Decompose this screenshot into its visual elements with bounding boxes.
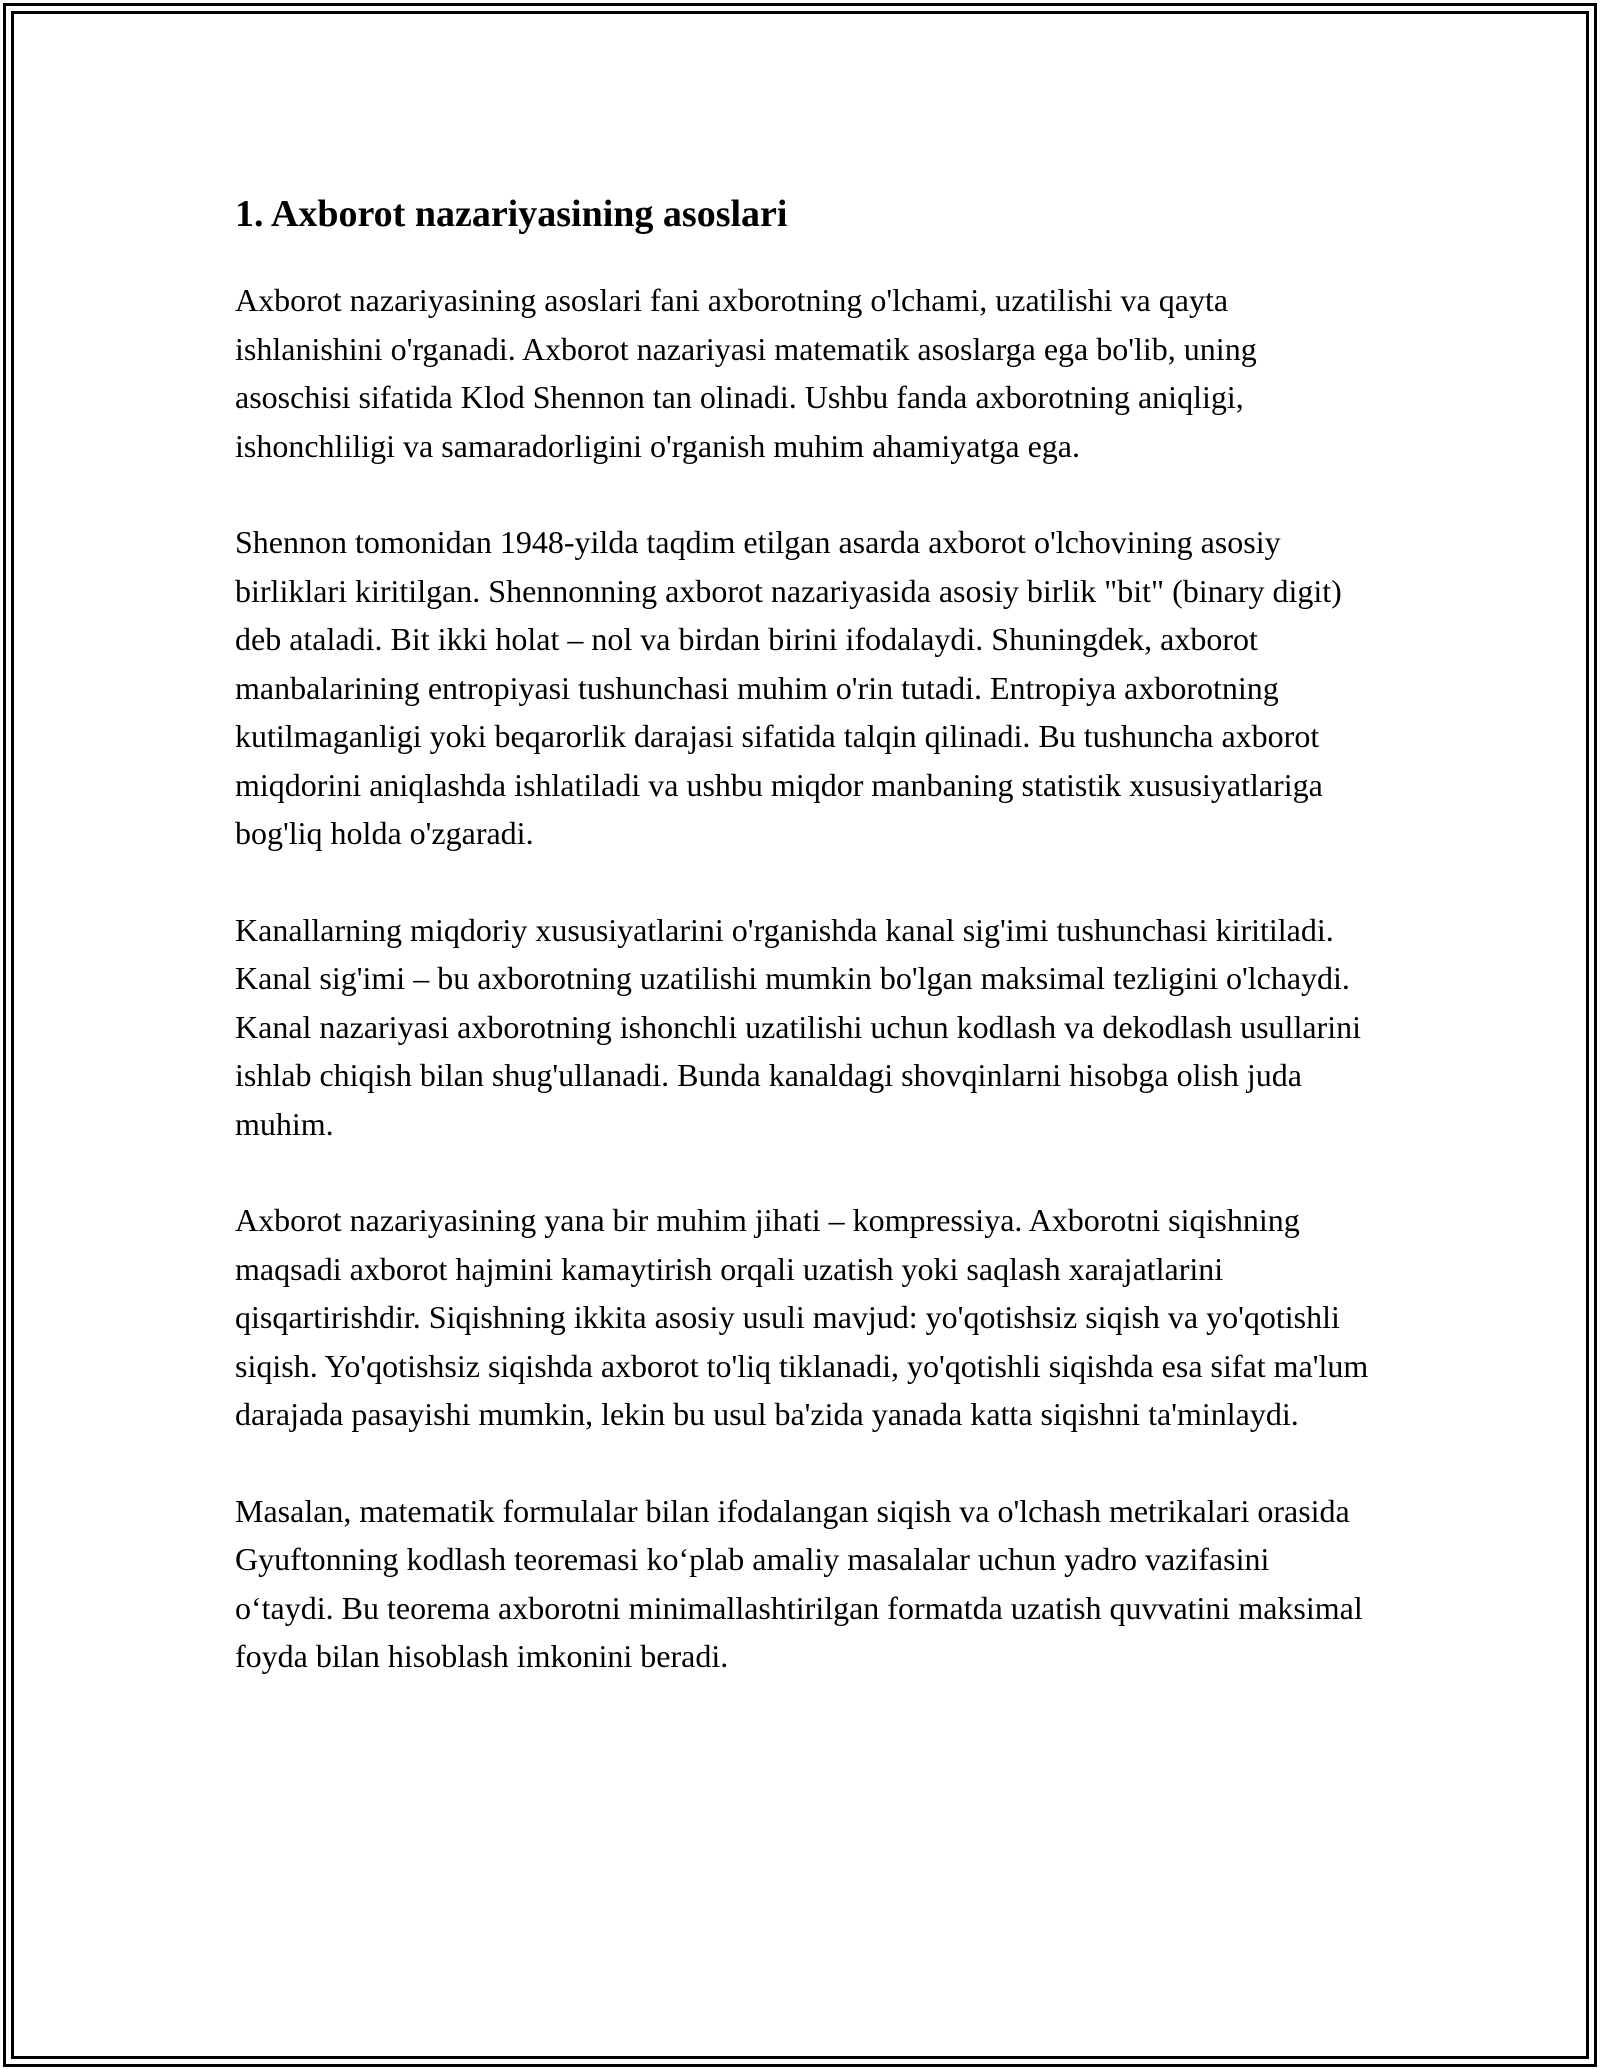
paragraph-4: Axborot nazariyasining yana bir muhim jihati – kompressiya. Axborotni siqishning maqsadi axborot hajmini kamaytirish orqali uzatish yoki saqlash xarajatlarini qisqartirishdir. Siqishning ikkita asosiy usuli mavjud: yo'qotishsiz siqish va yo'qotishli siqish. Yo'qotishsiz siqishda axborot to'liq tiklanadi, yo'qotishli siqishda esa sifat ma'lum darajada pasayishi mumkin, lekin bu usul ba'zida yanada katta siqishni ta'minlaydi. bbox=[235, 1202, 1369, 1432]
paragraph-2: Shennon tomonidan 1948-yilda taqdim etilgan asarda axborot o'lchovining asosiy birliklari kiritilgan. Shennonning axborot nazariyasida asosiy birlik "bit" (binary digit) deb ataladi. Bit ikki holat – nol va birdan birini ifodalaydi. Shuningdek, axborot manbalarining entropiyasi tushunchasi muhim o'rin tutadi. Entropiya axborotning kutilmaganligi yoki beqarorlik darajasi sifatida talqin qilinadi. Bu tushuncha axborot miqdorini aniqlashda ishlatiladi va ushbu miqdor manbaning statistik xususiyatlariga bog'liq holda o'zgaradi. bbox=[235, 524, 1342, 851]
paragraph-3: Kanallarning miqdoriy xususiyatlarini o'rganishda kanal sig'imi tushunchasi kiritiladi. Kanal sig'imi – bu axborotning uzatilishi mumkin bo'lgan maksimal tezligini o'lchaydi. Kanal nazariyasi axborotning ishonchli uzatilishi uchun kodlash va dekodlash usullarini ishlab chiqish bilan shug'ullanadi. Bunda kanaldagi shovqinlarni hisobga olish juda muhim. bbox=[235, 911, 1361, 1142]
page-title: 1. Axborot nazariyasining asoslari bbox=[235, 193, 788, 235]
paragraph-1: Axborot nazariyasining asoslari fani axborotning o'lchami, uzatilishi va qayta ishlanishini o'rganadi. Axborot nazariyasi matematik asoslarga ega bo'lib, uning asoschisi sifatida Klod Shennon tan olinadi. Ushbu fanda axborotning aniqligi, ishonchliligi va samaradorligini o'rganish muhim ahamiyatga ega. bbox=[235, 282, 1257, 464]
paragraph-5: Masalan, matematik formulalar bilan ifodalangan siqish va o'lchash metrikalari orasida Gyuftonning kodlash teoremasi koʻplab amaliy masalalar uchun yadro vazifasini oʻtaydi. Bu teorema axborotni minimallashtirilgan formatda uzatish quvvatini maksimal foyda bilan hisoblash imkonini beradi. bbox=[235, 1492, 1363, 1674]
document-content bbox=[235, 186, 1370, 1729]
